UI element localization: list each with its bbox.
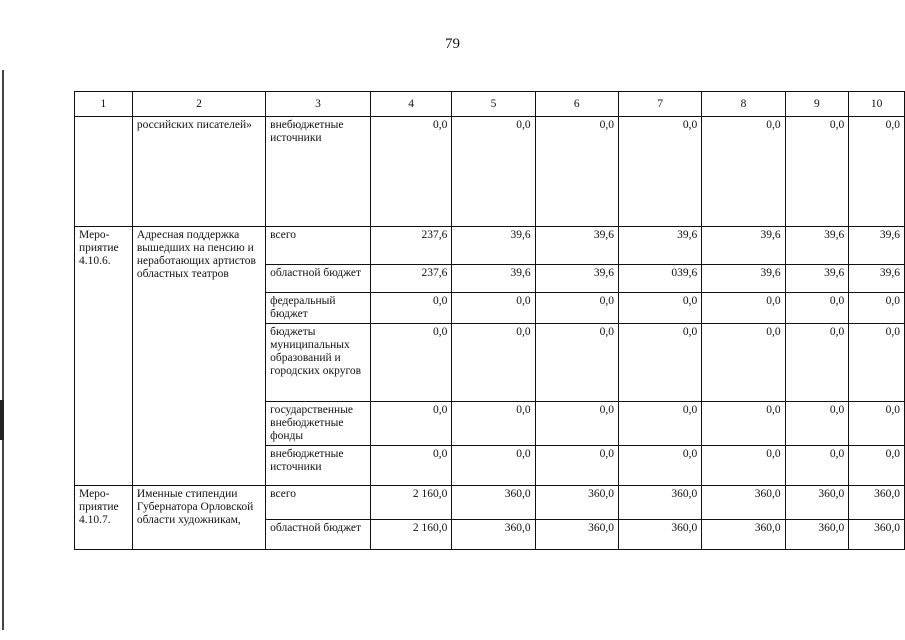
- source-cell: внебюджетные источники: [266, 446, 371, 486]
- value-cell: 0,0: [370, 446, 451, 486]
- value-cell: 039,6: [618, 265, 701, 293]
- value-cell: 39,6: [702, 227, 785, 265]
- header-cell: 2: [132, 92, 265, 117]
- value-cell: 39,6: [452, 265, 535, 293]
- continuation-row: [75, 117, 905, 227]
- value-cell: 0,0: [702, 402, 785, 446]
- source-cell: всего: [266, 227, 371, 265]
- value-cell: 0,0: [618, 446, 701, 486]
- value-cell: 360,0: [618, 520, 701, 550]
- value-cell: 39,6: [702, 265, 785, 293]
- value-cell: 0,0: [702, 117, 785, 227]
- value-cell: 0,0: [702, 293, 785, 324]
- value-cell: 0,0: [785, 446, 849, 486]
- table-row: [75, 486, 905, 520]
- value-cell: 360,0: [849, 486, 905, 520]
- code-cell: [75, 117, 133, 227]
- header-cell: 9: [785, 92, 849, 117]
- value-cell: 0,0: [452, 446, 535, 486]
- value-cell: 2 160,0: [370, 486, 451, 520]
- scan-left-mark: [0, 400, 4, 440]
- value-cell: 360,0: [452, 486, 535, 520]
- value-cell: 0,0: [370, 117, 451, 227]
- source-cell: областной бюджет: [266, 265, 371, 293]
- header-cell: 1: [75, 92, 133, 117]
- value-cell: 0,0: [785, 293, 849, 324]
- value-cell: 0,0: [370, 402, 451, 446]
- header-cell: 7: [618, 92, 701, 117]
- value-cell: 237,6: [370, 227, 451, 265]
- value-cell: 360,0: [535, 520, 618, 550]
- value-cell: 0,0: [370, 293, 451, 324]
- value-cell: 0,0: [785, 117, 849, 227]
- value-cell: 0,0: [535, 324, 618, 402]
- source-cell: федеральный бюджет: [266, 293, 371, 324]
- header-row: [75, 92, 905, 117]
- value-cell: 360,0: [702, 486, 785, 520]
- value-cell: 39,6: [618, 227, 701, 265]
- value-cell: 2 160,0: [370, 520, 451, 550]
- value-cell: 0,0: [452, 293, 535, 324]
- value-cell: 360,0: [849, 520, 905, 550]
- value-cell: 0,0: [785, 324, 849, 402]
- budget-table: [74, 91, 905, 550]
- source-cell: бюджеты муниципальных образований и городских округов: [266, 324, 371, 402]
- value-cell: 0,0: [785, 402, 849, 446]
- value-cell: 360,0: [535, 486, 618, 520]
- event-code-cell: Меро-приятие 4.10.7.: [75, 486, 133, 550]
- event-code-cell: Меро-приятие 4.10.6.: [75, 227, 133, 486]
- value-cell: 0,0: [702, 324, 785, 402]
- value-cell: 0,0: [535, 293, 618, 324]
- header-cell: 10: [849, 92, 905, 117]
- header-cell: 4: [370, 92, 451, 117]
- value-cell: 0,0: [618, 402, 701, 446]
- value-cell: 0,0: [849, 293, 905, 324]
- table-row: [75, 227, 905, 265]
- value-cell: 360,0: [785, 486, 849, 520]
- source-cell: государственные внебюджетные фонды: [266, 402, 371, 446]
- source-cell: областной бюджет: [266, 520, 371, 550]
- header-cell: 8: [702, 92, 785, 117]
- value-cell: 0,0: [452, 117, 535, 227]
- value-cell: 39,6: [849, 227, 905, 265]
- page-number: 79: [445, 36, 460, 52]
- value-cell: 360,0: [452, 520, 535, 550]
- value-cell: 0,0: [370, 324, 451, 402]
- value-cell: 0,0: [849, 446, 905, 486]
- event-name-cell: Адресная поддержка вышедших на пенсию и неработающих артистов областных театров: [132, 227, 265, 486]
- source-cell: всего: [266, 486, 371, 520]
- value-cell: 39,6: [535, 227, 618, 265]
- value-cell: 360,0: [618, 486, 701, 520]
- scan-left-edge: [2, 70, 4, 630]
- header-cell: 3: [266, 92, 371, 117]
- value-cell: 237,6: [370, 265, 451, 293]
- value-cell: 0,0: [535, 117, 618, 227]
- value-cell: 0,0: [849, 402, 905, 446]
- value-cell: 0,0: [618, 117, 701, 227]
- value-cell: 0,0: [452, 402, 535, 446]
- value-cell: 39,6: [785, 227, 849, 265]
- value-cell: 360,0: [785, 520, 849, 550]
- event-name-cell: российских писателей»: [132, 117, 265, 227]
- header-cell: 5: [452, 92, 535, 117]
- source-cell: внебюджетные источники: [266, 117, 371, 227]
- value-cell: 0,0: [452, 324, 535, 402]
- value-cell: 0,0: [849, 324, 905, 402]
- value-cell: 0,0: [618, 293, 701, 324]
- value-cell: 39,6: [452, 227, 535, 265]
- event-name-cell: Именные стипендии Губернатора Орловской области художникам,: [132, 486, 265, 550]
- value-cell: 0,0: [535, 402, 618, 446]
- value-cell: 0,0: [535, 446, 618, 486]
- header-cell: 6: [535, 92, 618, 117]
- value-cell: 360,0: [702, 520, 785, 550]
- value-cell: 0,0: [618, 324, 701, 402]
- value-cell: 0,0: [849, 117, 905, 227]
- value-cell: 0,0: [702, 446, 785, 486]
- value-cell: 39,6: [849, 265, 905, 293]
- value-cell: 39,6: [535, 265, 618, 293]
- value-cell: 39,6: [785, 265, 849, 293]
